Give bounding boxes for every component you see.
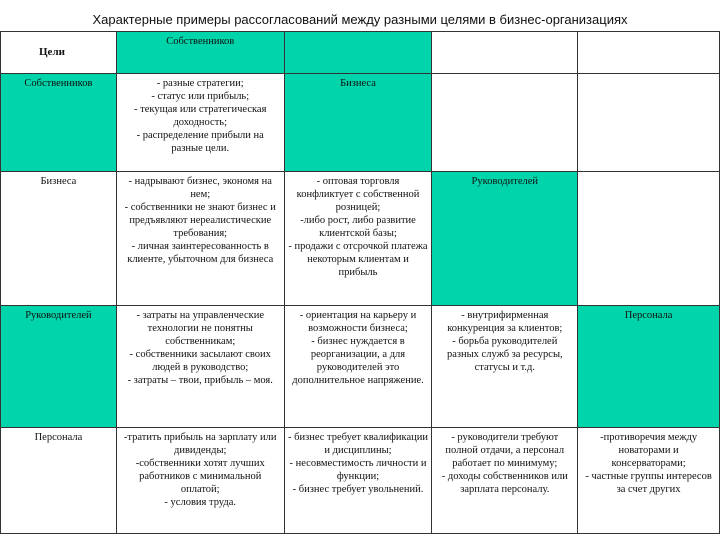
table-row-owners [1, 74, 720, 172]
cell-managers-staff: Персонала [578, 306, 720, 428]
cell-business-business: - оптовая торговля конфликтует с собственной розницей; -либо рост, либо развитие клиентской базы; - продажи с отсрочкой платежа некоторым клиентам и прибыль [284, 172, 432, 306]
corner-label: Цели [39, 46, 65, 58]
column-header-empty-1 [284, 32, 432, 74]
cell-owners-business: Бизнеса [284, 74, 432, 172]
row-label-managers: Руководителей [1, 306, 117, 428]
cell-owners-empty-1 [432, 74, 578, 172]
cell-business-empty [578, 172, 720, 306]
row-label-staff: Персонала [1, 428, 117, 534]
column-header-owners: Собственников [116, 32, 284, 74]
cell-staff-owners: -тратить прибыль на зарплату или дивиденды; -собственники хотят лучших работников с минимальной оплатой; - условия труда. [116, 428, 284, 534]
table-row-business [1, 172, 720, 306]
cell-staff-staff: -противоречия между новаторами и консерваторами; - частные группы интересов за счет других [578, 428, 720, 534]
conflicts-table [0, 31, 720, 534]
table-row-managers [1, 306, 720, 428]
cell-business-managers: Руководителей [432, 172, 578, 306]
cell-business-owners: - надрывают бизнес, экономя на нем; - собственники не знают бизнес и предъявляют нереалистические требования; - личная заинтересованность в клиенте, убыточном для бизнеса [116, 172, 284, 306]
corner-header-cell [1, 32, 117, 74]
cell-managers-owners: - затраты на управленческие технологии не понятны собственникам; - собственники засылают своих людей в руководство; - затраты – твои, прибыль – моя. [116, 306, 284, 428]
table-row-staff [1, 428, 720, 534]
page-title: Характерные примеры рассогласований между разными целями в бизнес-организациях [92, 12, 628, 27]
row-label-owners: Собственников [1, 74, 117, 172]
cell-owners-empty-2 [578, 74, 720, 172]
column-header-empty-2 [432, 32, 578, 74]
table-header-row [1, 32, 720, 74]
cell-staff-managers: - руководители требуют полной отдачи, а персонал работает по минимуму; - доходы собственников или зарплата персоналу. [432, 428, 578, 534]
cell-staff-business: - бизнес требует квалификации и дисциплины; - несовместимость личности и функции; - бизнес требует увольнений. [284, 428, 432, 534]
cell-owners-owners: - разные стратегии; - статус или прибыль; - текущая или стратегическая доходность; - распределение прибыли на разные цели. [116, 74, 284, 172]
cell-managers-business: - ориентация на карьеру и возможности бизнеса; - бизнес нуждается в реорганизации, а для руководителей это дополнительное напряжение. [284, 306, 432, 428]
column-header-empty-3 [578, 32, 720, 74]
cell-managers-managers: - внутрифирменная конкуренция за клиентов; - борьба руководителей разных служб за ресурсы, статусы и т.д. [432, 306, 578, 428]
row-label-business: Бизнеса [1, 172, 117, 306]
